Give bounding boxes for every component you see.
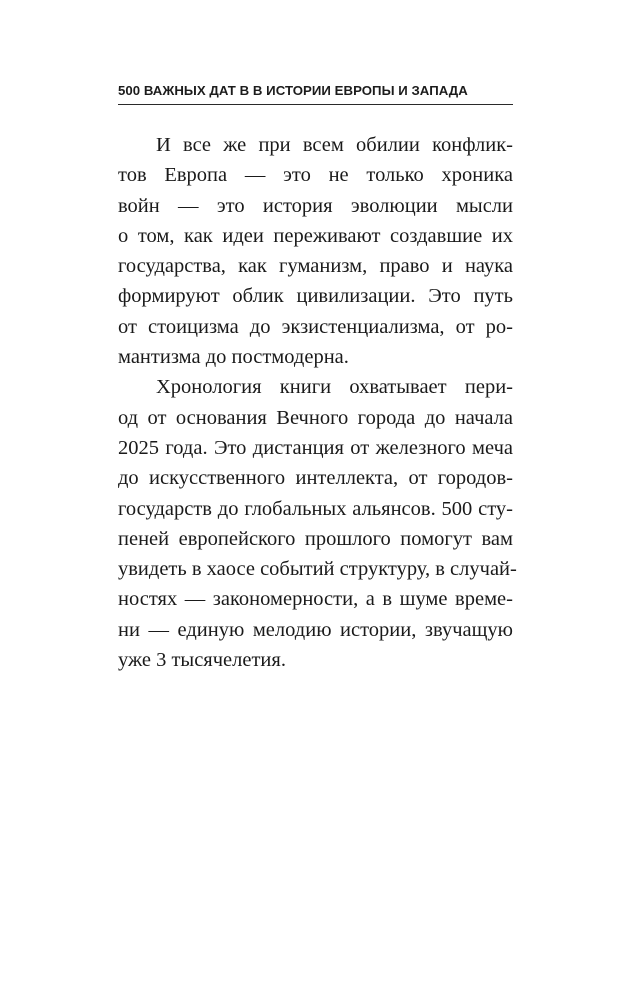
text-line: государств до глобальных альянсов. 500 сту- [118, 497, 513, 520]
text-line: мантизма до постмодерна. [118, 346, 349, 369]
text-line: от стоицизма до экзистенциализма, от ро- [118, 315, 513, 338]
text-line: 2025 года. Это дистанция от железного меча [118, 436, 513, 459]
text-line: государства, как гуманизм, право и наука [118, 255, 513, 278]
text-line: до искусственного интеллекта, от городов- [118, 467, 513, 490]
header-rule [118, 104, 513, 105]
running-head-title: 500 ВАЖНЫХ ДАТ В В ИСТОРИИ ЕВРОПЫ И ЗАПАДА [118, 83, 468, 98]
text-line: Хронология книги охватывает пери- [156, 376, 513, 399]
text-line: И все же при всем обилии конфлик- [156, 134, 513, 156]
paragraph-1 [118, 130, 513, 372]
text-line: од от основания Вечного города до начала [118, 406, 513, 429]
paragraph-2 [118, 372, 517, 675]
text-line: о том, как идеи переживают создавшие их [118, 224, 513, 247]
text-line: войн — это история эволюции мысли [118, 194, 513, 217]
body-text [118, 130, 517, 675]
text-line: уже 3 тысячелетия. [118, 649, 286, 672]
text-line: ностях — закономерности, а в шуме време- [118, 588, 513, 611]
text-line: ни — единую мелодию истории, звучащую [118, 618, 513, 641]
text-line: формируют облик цивилизации. Это путь [118, 285, 513, 308]
text-line: пеней европейского прошлого помогут вам [118, 527, 513, 550]
text-line: тов Европа — это не только хроника [118, 164, 513, 187]
text-line: увидеть в хаосе событий структуру, в случай- [118, 558, 517, 581]
